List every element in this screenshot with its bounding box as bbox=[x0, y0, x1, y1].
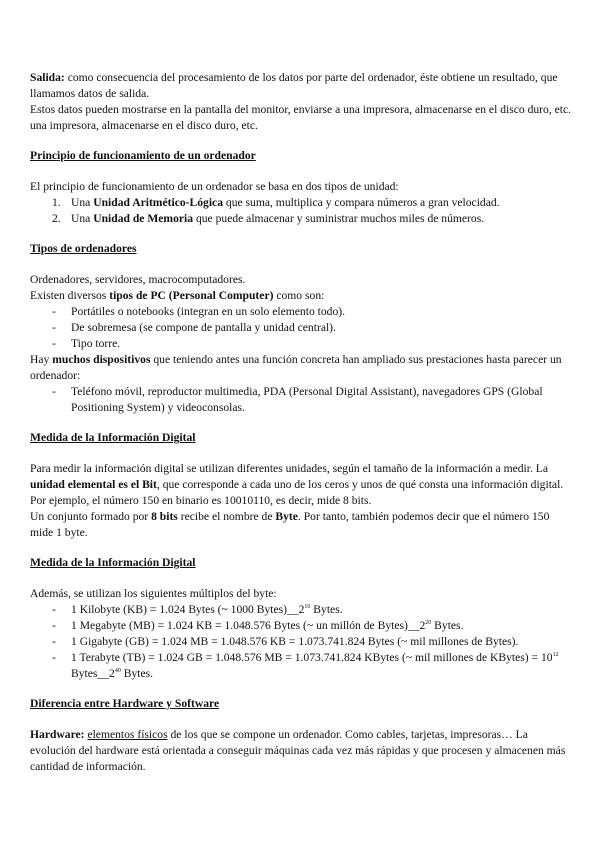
text: como son: bbox=[273, 289, 325, 302]
item-text: Bytes__2 bbox=[71, 667, 115, 680]
item-text: que suma, multiplica y compara números a gran velocidad. bbox=[223, 196, 500, 209]
item-text: 1 Kilobyte (KB) = 1.024 Bytes (~ 1000 Bytes)__2 bbox=[71, 603, 305, 616]
medida2-intro: Además, se utilizan los siguientes múltiplos del byte: bbox=[30, 587, 277, 600]
text: Un conjunto formado por bbox=[30, 510, 152, 523]
hardware-label: Hardware: bbox=[30, 728, 85, 741]
salida-label: Salida: bbox=[30, 71, 65, 84]
item-text: Una bbox=[71, 196, 94, 209]
dash-bullet: - bbox=[52, 651, 56, 664]
list-item bbox=[30, 195, 575, 211]
list-item bbox=[30, 211, 575, 227]
dash-bullet: - bbox=[52, 635, 56, 648]
item-text: Bytes. bbox=[120, 667, 154, 680]
list-item bbox=[30, 384, 575, 416]
medida1-paragraph-1 bbox=[30, 461, 575, 493]
bold-text: unidad elemental es el Bit bbox=[30, 478, 157, 491]
item-text: De sobremesa (se compone de pantalla y unidad central). bbox=[71, 321, 336, 334]
list-number: 1. bbox=[52, 196, 61, 209]
medida1-heading: Medida de la Información Digital bbox=[30, 431, 196, 444]
item-text: que puede almacenar y suministrar muchos miles de números. bbox=[193, 212, 485, 225]
item-text: Portátiles o notebooks (integran en un solo elemento todo). bbox=[71, 305, 346, 318]
item-text: 1 Megabyte (MB) = 1.024 KB = 1.048.576 Bytes (~ un millón de Bytes)__2 bbox=[71, 619, 426, 632]
dash-bullet: - bbox=[52, 385, 56, 398]
devices-list bbox=[30, 384, 575, 416]
bold-text: 8 bits bbox=[151, 510, 178, 523]
dash-bullet: - bbox=[52, 305, 56, 318]
list-item bbox=[30, 650, 575, 682]
tipos-line-2 bbox=[30, 288, 575, 304]
text: Para medir la información digital se utilizan diferentes unidades, según el tamaño de la información a medir. La bbox=[30, 462, 548, 475]
item-text: 1 Terabyte (TB) = 1.024 GB = 1.048.576 MB = 1.073.741.824 KBytes (~ mil millones de KBytes) = 10 bbox=[71, 651, 553, 664]
document-page bbox=[30, 70, 575, 775]
list-number: 2. bbox=[52, 212, 61, 225]
text: que teniendo antes una función concreta han ampliado sus prestaciones hasta parecer un ordenador: bbox=[30, 353, 562, 382]
principio-heading: Principio de funcionamiento de un ordenador bbox=[30, 149, 256, 162]
bold-text: tipos de PC (Personal Computer) bbox=[109, 289, 274, 302]
exponent: 40 bbox=[114, 668, 121, 675]
salida-paragraph-2: Estos datos pueden mostrarse en la pantalla del monitor, enviarse a una impresora, almacenarse en el disco duro, etc. una impresora, almacenarse en el disco duro, etc. bbox=[30, 103, 572, 132]
list-item bbox=[30, 304, 575, 320]
item-text: Una bbox=[71, 212, 94, 225]
item-text: 1 Gigabyte (GB) = 1.024 MB = 1.048.576 KB = 1.073.741.824 Bytes (~ mil millones de Bytes). bbox=[71, 635, 519, 648]
text: recibe el nombre de bbox=[177, 510, 276, 523]
salida-paragraph bbox=[30, 70, 575, 102]
tipos-heading: Tipos de ordenadores bbox=[30, 242, 137, 255]
list-item bbox=[30, 602, 575, 618]
item-text: Tipo torre. bbox=[71, 337, 121, 350]
tipos-line-1: Ordenadores, servidores, macrocomputadores. bbox=[30, 273, 246, 286]
medida1-paragraph-2: Por ejemplo, el número 150 en binario es 10010110, es decir, mide 8 bits. bbox=[30, 494, 372, 507]
tipos-line-3 bbox=[30, 352, 575, 384]
pc-types-list bbox=[30, 304, 575, 352]
text: Hay bbox=[30, 353, 53, 366]
text: . Por tanto, también podemos decir que el número 150 mide 1 byte. bbox=[30, 510, 550, 539]
bold-text: muchos dispositivos bbox=[52, 353, 151, 366]
list-item bbox=[30, 336, 575, 352]
list-item bbox=[30, 320, 575, 336]
exponent: 12 bbox=[552, 652, 559, 659]
byte-multiples-list bbox=[30, 602, 575, 682]
list-item bbox=[30, 634, 575, 650]
dash-bullet: - bbox=[52, 337, 56, 350]
medida1-paragraph-3 bbox=[30, 509, 575, 541]
underlined-text: elementos físicos bbox=[87, 728, 168, 741]
item-bold: Unidad Aritmético-Lógica bbox=[93, 196, 223, 209]
item-text: Bytes. bbox=[431, 619, 464, 632]
text: Existen diversos bbox=[30, 289, 110, 302]
exponent: 10 bbox=[304, 604, 311, 611]
dash-bullet: - bbox=[52, 321, 56, 334]
principio-list bbox=[30, 195, 575, 227]
hardware-paragraph bbox=[30, 727, 575, 775]
salida-text: como consecuencia del procesamiento de los datos por parte del ordenador, éste obtiene un resultado, que llamamos datos de salida. bbox=[30, 71, 558, 100]
text: , que corresponde a cada uno de los ceros y unos de qué consta una información digital. bbox=[156, 478, 564, 491]
principio-intro: El principio de funcionamiento de un ordenador se basa en dos tipos de unidad: bbox=[30, 180, 399, 193]
list-item bbox=[30, 618, 575, 634]
item-text: Bytes. bbox=[310, 603, 343, 616]
item-bold: Unidad de Memoria bbox=[93, 212, 194, 225]
medida2-heading: Medida de la Información Digital bbox=[30, 556, 196, 569]
text: de los que se compone un ordenador. Como cables, tarjetas, impresoras… La evolución del hardware está orientada a conseguir máquinas cada vez más rápidas y que procesen y almacenen más cantidad de información. bbox=[30, 728, 566, 773]
bold-text: Byte bbox=[275, 510, 298, 523]
diferencia-heading: Diferencia entre Hardware y Software bbox=[30, 697, 220, 710]
item-text: Teléfono móvil, reproductor multimedia, PDA (Personal Digital Assistant), navegadores GPS (Global Positioning System) y videoconsolas. bbox=[71, 385, 543, 414]
dash-bullet: - bbox=[52, 619, 56, 632]
exponent: 20 bbox=[425, 620, 432, 627]
dash-bullet: - bbox=[52, 603, 56, 616]
